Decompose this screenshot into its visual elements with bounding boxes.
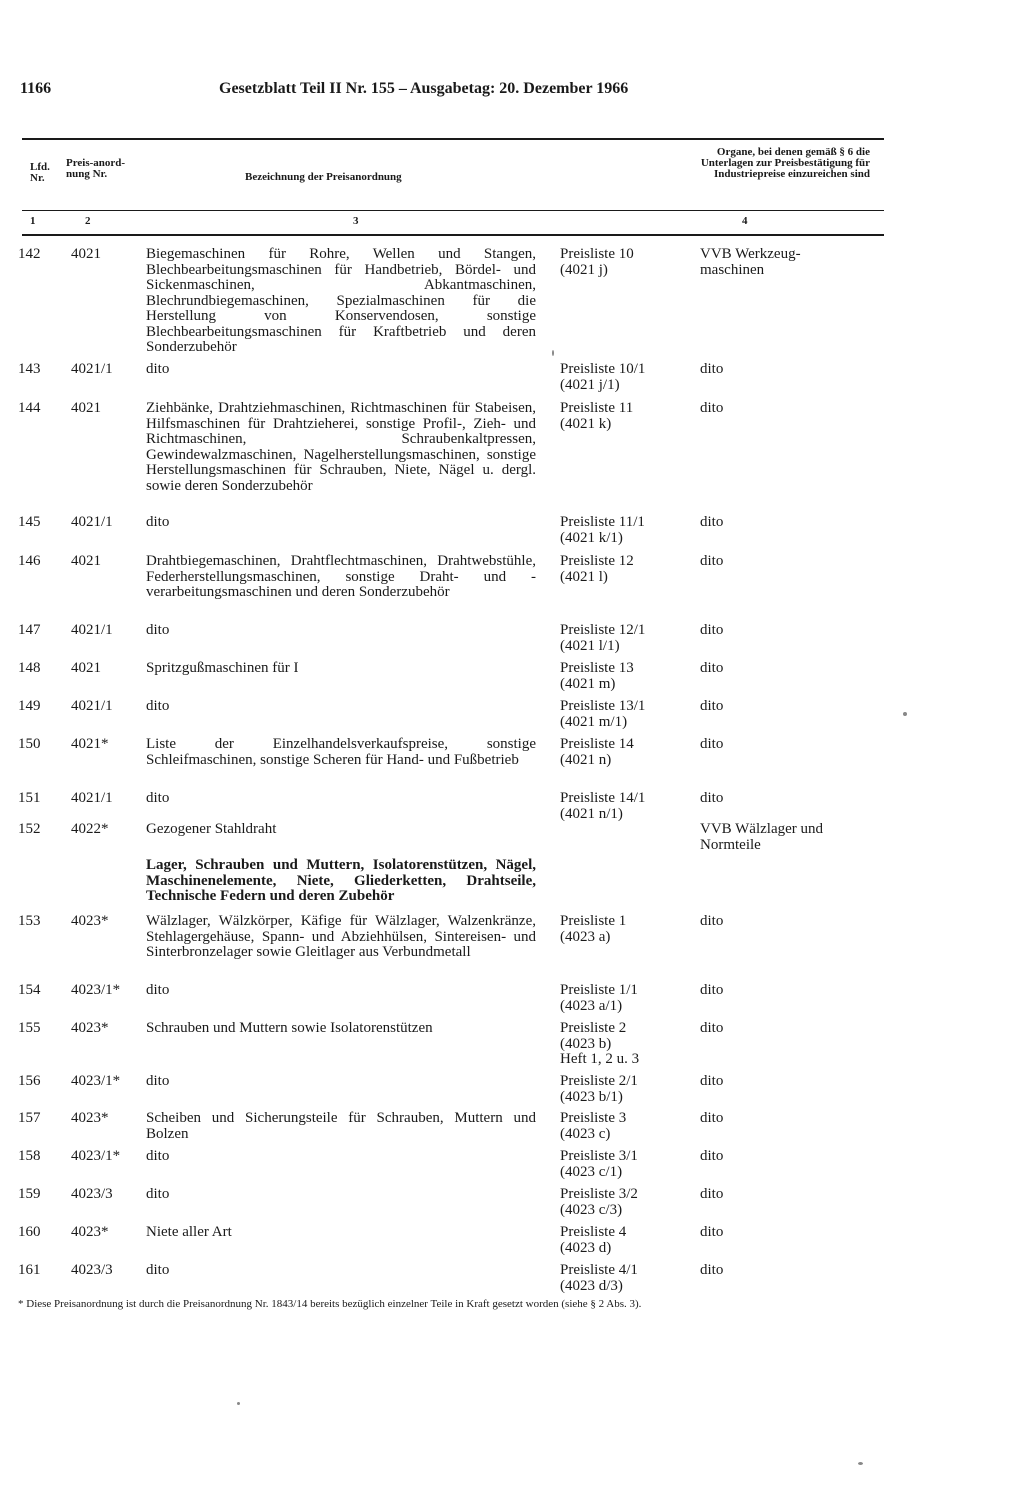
row-preisanordnung: 4023*	[71, 1020, 109, 1036]
section-heading: Lager, Schrauben und Muttern, Isolatorenstützen, Nägel, Maschinenelemente, Niete, Gliederketten, Drahtseile, Technische Federn und deren Zubehör	[146, 857, 536, 904]
page-title: Gesetzblatt Teil II Nr. 155 – Ausgabetag: 20. Dezember 1966	[219, 80, 629, 97]
row-bezeichnung: Biegemaschinen für Rohre, Wellen und Stangen, Blechbearbeitungsmaschinen für Handbetrieb, Bördel- und Sickenmaschinen, Abkantmaschinen, Blechrundbiegemaschinen, Spezialmaschinen für die Herstellung von Konservendosen, sonstige Blechbearbeitungsmaschinen für Kraftbetrieb und deren Sonderzubehör	[146, 246, 536, 355]
row-bezeichnung: dito	[146, 514, 170, 530]
row-organ: dito	[700, 698, 724, 714]
column-number-1: 1	[30, 215, 36, 227]
print-speck	[858, 1462, 863, 1465]
row-preisanordnung: 4021	[71, 400, 101, 416]
row-preisliste: Preisliste 13 (4021 m)	[560, 660, 634, 692]
row-lfd-nr: 145	[18, 514, 41, 530]
row-preisanordnung: 4021	[71, 553, 101, 569]
row-preisliste: Preisliste 1 (4023 a)	[560, 913, 627, 945]
print-speck	[552, 350, 554, 356]
row-bezeichnung: Scheiben und Sicherungsteile für Schrauben, Muttern und Bolzen	[146, 1110, 536, 1142]
row-organ: dito	[700, 660, 724, 676]
row-organ: dito	[700, 1186, 724, 1202]
row-lfd-nr: 152	[18, 821, 41, 837]
row-lfd-nr: 143	[18, 361, 41, 377]
row-lfd-nr: 150	[18, 736, 41, 752]
row-preisanordnung: 4021	[71, 246, 101, 262]
row-organ: dito	[700, 514, 724, 530]
row-preisanordnung: 4021/1	[71, 361, 113, 377]
page-number: 1166	[20, 80, 52, 97]
row-lfd-nr: 158	[18, 1148, 41, 1164]
row-bezeichnung: dito	[146, 361, 170, 377]
row-preisanordnung: 4023/3	[71, 1262, 113, 1278]
row-preisanordnung: 4023/1*	[71, 1073, 121, 1089]
row-preisliste: Preisliste 10/1 (4021 j/1)	[560, 361, 646, 393]
row-bezeichnung: dito	[146, 1148, 170, 1164]
column-number-4: 4	[742, 215, 748, 227]
row-lfd-nr: 153	[18, 913, 41, 929]
row-organ: dito	[700, 913, 724, 929]
row-organ: VVB Wälzlager und Normteile	[700, 821, 824, 853]
row-preisanordnung: 4021/1	[71, 514, 113, 530]
row-lfd-nr: 159	[18, 1186, 41, 1202]
row-preisliste: Preisliste 14 (4021 n)	[560, 736, 634, 768]
column-header-bezeichnung: Bezeichnung der Preisanordnung	[245, 171, 402, 183]
row-preisanordnung: 4021/1	[71, 698, 113, 714]
row-bezeichnung: dito	[146, 790, 170, 806]
column-number-rule	[22, 234, 884, 236]
row-bezeichnung: Wälzlager, Wälzkörper, Käfige für Wälzlager, Walzenkränze, Stehlagergehäuse, Spann- und Abziehhülsen, Sintereisen- und Sinterbronzelager sowie Gleitlager aus Verbundmetall	[146, 913, 536, 960]
row-lfd-nr: 151	[18, 790, 41, 806]
column-header-organe: Organe, bei denen gemäß § 6 die Unterlagen zur Preisbestätigung für Industriepreise einzureichen sind	[700, 146, 870, 180]
row-organ: dito	[700, 1224, 724, 1240]
row-organ: dito	[700, 622, 724, 638]
column-number-3: 3	[353, 215, 359, 227]
row-bezeichnung: Ziehbänke, Drahtziehmaschinen, Richtmaschinen für Stabeisen, Hilfsmaschinen für Drahtzieherei, sonstige Profil-, Zieh- und Richtmaschinen, Schraubenkaltpressen, Gewindewalzmaschinen, Nagelherstellungsmaschinen, sonstige Herstellungsmaschinen für Schrauben, Niete, Nägel u. dergl. sowie deren Sonderzubehör	[146, 400, 536, 494]
row-preisliste: Preisliste 4/1 (4023 d/3)	[560, 1262, 638, 1294]
row-lfd-nr: 155	[18, 1020, 41, 1036]
header-divider-rule	[22, 210, 884, 211]
column-header-preisanordnung: Preis-anord-nung Nr.	[66, 157, 126, 180]
row-organ: dito	[700, 1262, 724, 1278]
row-bezeichnung: Spritzgußmaschinen für I	[146, 660, 299, 676]
row-bezeichnung: dito	[146, 1073, 170, 1089]
row-lfd-nr: 142	[18, 246, 41, 262]
row-organ: dito	[700, 736, 724, 752]
row-lfd-nr: 144	[18, 400, 41, 416]
row-lfd-nr: 148	[18, 660, 41, 676]
row-preisliste: Preisliste 11/1 (4021 k/1)	[560, 514, 645, 546]
row-bezeichnung: dito	[146, 1186, 170, 1202]
row-organ: dito	[700, 982, 724, 998]
row-organ: dito	[700, 553, 724, 569]
row-preisanordnung: 4023*	[71, 1224, 109, 1240]
row-organ: dito	[700, 1110, 724, 1126]
row-lfd-nr: 146	[18, 553, 41, 569]
row-preisliste: Preisliste 3 (4023 c)	[560, 1110, 627, 1142]
row-lfd-nr: 161	[18, 1262, 41, 1278]
row-preisliste: Preisliste 2/1 (4023 b/1)	[560, 1073, 638, 1105]
row-organ: dito	[700, 361, 724, 377]
row-bezeichnung: Liste der Einzelhandelsverkaufspreise, sonstige Schleifmaschinen, sonstige Scheren für Hand- und Fußbetrieb	[146, 736, 536, 768]
row-preisliste: Preisliste 12/1 (4021 l/1)	[560, 622, 646, 654]
row-preisanordnung: 4021/1	[71, 622, 113, 638]
row-preisanordnung: 4021	[71, 660, 101, 676]
table-top-rule	[22, 138, 884, 140]
row-lfd-nr: 157	[18, 1110, 41, 1126]
row-bezeichnung: dito	[146, 622, 170, 638]
row-organ: dito	[700, 1073, 724, 1089]
row-organ: dito	[700, 1020, 724, 1036]
row-organ: VVB Werkzeug- maschinen	[700, 246, 801, 278]
row-preisanordnung: 4021/1	[71, 790, 113, 806]
row-bezeichnung: dito	[146, 982, 170, 998]
row-preisliste: Preisliste 4 (4023 d)	[560, 1224, 627, 1256]
row-lfd-nr: 160	[18, 1224, 41, 1240]
row-lfd-nr: 149	[18, 698, 41, 714]
column-number-2: 2	[85, 215, 91, 227]
row-preisliste: Preisliste 10 (4021 j)	[560, 246, 634, 278]
column-header-lfd-nr: Lfd. Nr.	[30, 161, 50, 184]
row-bezeichnung: Drahtbiegemaschinen, Drahtflechtmaschinen, Drahtwebstühle, Federherstellungsmaschinen, sonstige Draht- und -verarbeitungsmaschinen und deren Sonderzubehör	[146, 553, 536, 600]
row-organ: dito	[700, 1148, 724, 1164]
row-preisliste: Preisliste 2 (4023 b) Heft 1, 2 u. 3	[560, 1020, 640, 1067]
row-preisliste: Preisliste 1/1 (4023 a/1)	[560, 982, 638, 1014]
row-lfd-nr: 156	[18, 1073, 41, 1089]
row-preisanordnung: 4023*	[71, 1110, 109, 1126]
row-bezeichnung: Niete aller Art	[146, 1224, 232, 1240]
print-speck	[237, 1402, 240, 1405]
row-preisanordnung: 4023/3	[71, 1186, 113, 1202]
row-lfd-nr: 154	[18, 982, 41, 998]
row-preisanordnung: 4023*	[71, 913, 109, 929]
row-preisliste: Preisliste 3/2 (4023 c/3)	[560, 1186, 638, 1218]
row-preisliste: Preisliste 12 (4021 l)	[560, 553, 634, 585]
row-preisliste: Preisliste 14/1 (4021 n/1)	[560, 790, 646, 822]
row-bezeichnung: Schrauben und Muttern sowie Isolatorenstützen	[146, 1020, 433, 1036]
row-preisliste: Preisliste 3/1 (4023 c/1)	[560, 1148, 638, 1180]
row-organ: dito	[700, 400, 724, 416]
row-lfd-nr: 147	[18, 622, 41, 638]
row-preisanordnung: 4021*	[71, 736, 109, 752]
footnote: * Diese Preisanordnung ist durch die Preisanordnung Nr. 1843/14 bereits bezüglich einzelner Teile in Kraft gesetzt worden (siehe § 2 Abs. 3).	[18, 1298, 642, 1310]
row-bezeichnung: Gezogener Stahldraht	[146, 821, 277, 837]
row-preisanordnung: 4023/1*	[71, 982, 121, 998]
row-preisliste: Preisliste 11 (4021 k)	[560, 400, 634, 432]
row-preisanordnung: 4022*	[71, 821, 109, 837]
row-bezeichnung: dito	[146, 1262, 170, 1278]
print-speck	[903, 712, 907, 716]
row-preisliste: Preisliste 13/1 (4021 m/1)	[560, 698, 646, 730]
row-organ: dito	[700, 790, 724, 806]
row-preisanordnung: 4023/1*	[71, 1148, 121, 1164]
row-bezeichnung: dito	[146, 698, 170, 714]
